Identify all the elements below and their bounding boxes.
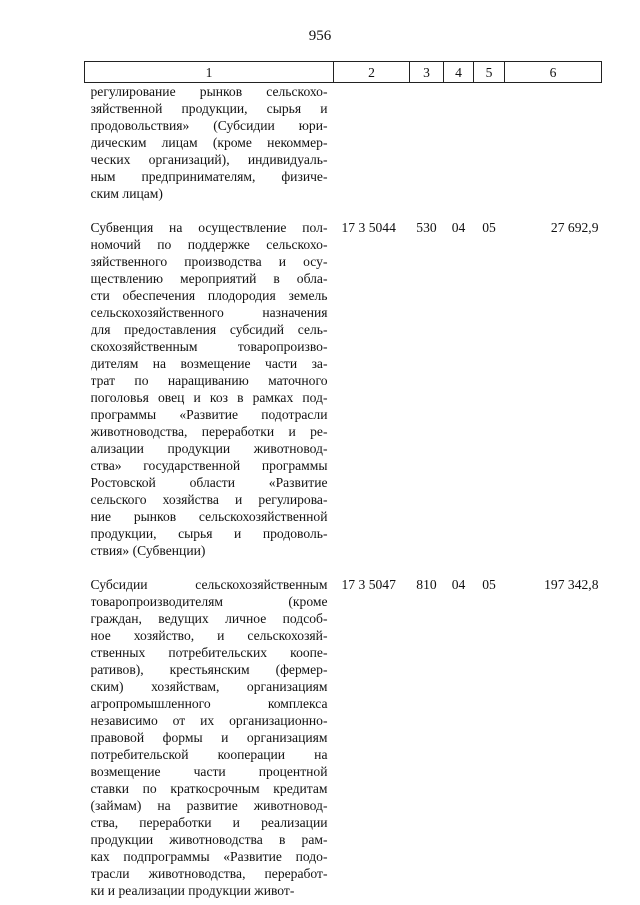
description-line: зяйственной продукции, сырья и xyxy=(90,101,328,116)
expense-type-cell: 810 xyxy=(416,577,437,592)
table-row xyxy=(85,83,602,203)
description-line: сти обеспечения плодородия земель xyxy=(90,288,328,303)
row-spacer xyxy=(85,202,602,219)
description-line: ставки по краткосрочным кредитам xyxy=(90,781,328,796)
description-line: ным предпринимателям, физиче- xyxy=(90,169,328,184)
column-header-4: 4 xyxy=(444,62,474,83)
description-cell xyxy=(85,219,334,559)
column-header-6: 6 xyxy=(505,62,602,83)
description-line: сельскохозяйственного назначения xyxy=(90,305,328,320)
description-line: (займам) на развитие животновод- xyxy=(90,798,328,813)
description-line: программы «Развитие подотрасли xyxy=(90,407,328,422)
column-header-2: 2 xyxy=(334,62,410,83)
target-code-cell xyxy=(334,83,410,203)
page-number: 956 xyxy=(308,28,332,44)
row-spacer-cell xyxy=(85,559,602,576)
description-line: ческих организаций), индивидуаль- xyxy=(90,152,328,167)
description-line: продукции животноводства в рам- xyxy=(90,832,328,847)
description-line: возмещение части процентной xyxy=(90,764,328,779)
target-code-cell: 17 3 5047 xyxy=(341,577,396,592)
description-line: правовой формы и организациям xyxy=(90,730,328,745)
description-line: продукции, сырья и продоволь- xyxy=(90,526,328,541)
description-line: ализации продукции животновод- xyxy=(90,441,328,456)
description-line: скохозяйственным товаропроизво- xyxy=(90,339,328,354)
description-cell xyxy=(85,83,334,203)
description-line: сельского хозяйства и регулирова- xyxy=(90,492,328,507)
description-line: ративов), крестьянским (фермер- xyxy=(90,662,328,677)
description-line: ках подпрограммы «Развитие подо- xyxy=(90,849,328,864)
description-line: ским лицам) xyxy=(90,186,163,201)
description-line: ное хозяйство, и сельскохозяй- xyxy=(90,628,328,643)
expense-type-cell xyxy=(410,83,444,203)
description-line: независимо от их организационно- xyxy=(90,713,328,728)
section-cell: 04 xyxy=(451,220,466,235)
description-line: потребительской кооперации на xyxy=(90,747,328,762)
table-row xyxy=(85,576,602,899)
description-line: зяйственного производства и осу- xyxy=(90,254,328,269)
table-body xyxy=(85,83,602,900)
description-line: трасли животноводства, переработ- xyxy=(90,866,328,881)
column-header-1: 1 xyxy=(85,62,334,83)
table-row xyxy=(85,219,602,559)
description-line: дителям на возмещение части за- xyxy=(90,356,328,371)
description-line: ществлению мероприятий в обла- xyxy=(90,271,328,286)
amount-cell: 197 342,8 xyxy=(544,577,599,592)
description-line: животноводства, переработки и ре- xyxy=(90,424,328,439)
section-cell xyxy=(444,83,474,203)
expense-type-cell: 530 xyxy=(416,220,437,235)
amount-cell xyxy=(505,83,602,203)
table-header-row xyxy=(85,62,602,83)
description-line: номочий по поддержке сельскохо- xyxy=(90,237,328,252)
description-line: граждан, ведущих личное подсоб- xyxy=(90,611,328,626)
description-line: ским) хозяйствам, организациям xyxy=(90,679,328,694)
description-line: ки и реализации продукции живот- xyxy=(90,883,295,898)
description-line: ства» государственной программы xyxy=(90,458,328,473)
description-line: Субвенция на осуществление пол- xyxy=(90,220,328,235)
description-line: дическим лицам (кроме некоммер- xyxy=(90,135,328,150)
row-spacer-cell xyxy=(85,202,602,219)
description-line: ства, переработки и реализации xyxy=(90,815,328,830)
description-cell xyxy=(85,576,334,899)
subsection-cell xyxy=(474,83,505,203)
description-line: товаропроизводителям (кроме xyxy=(90,594,328,609)
amount-cell: 27 692,9 xyxy=(550,220,599,235)
column-header-5: 5 xyxy=(474,62,505,83)
subsection-cell: 05 xyxy=(482,577,496,592)
description-line: поголовья овец и коз в рамках под- xyxy=(90,390,328,405)
section-cell: 04 xyxy=(451,577,466,592)
description-line: трат по наращиванию маточного xyxy=(90,373,328,388)
row-spacer xyxy=(85,559,602,576)
description-line: для предоставления субсидий сель- xyxy=(90,322,328,337)
description-line: ственных потребительских коопе- xyxy=(90,645,328,660)
subsection-cell: 05 xyxy=(482,220,496,235)
description-line: продовольствия» (Субсидии юри- xyxy=(90,118,328,133)
column-header-3: 3 xyxy=(410,62,444,83)
description-line: ние рынков сельскохозяйственной xyxy=(90,509,328,524)
description-line: ствия» (Субвенции) xyxy=(90,543,206,558)
budget-table xyxy=(84,61,602,899)
description-line: Субсидии сельскохозяйственным xyxy=(90,577,328,592)
description-line: регулирование рынков сельскохо- xyxy=(90,84,328,99)
description-line: агропромышленного комплекса xyxy=(90,696,328,711)
target-code-cell: 17 3 5044 xyxy=(341,220,396,235)
description-line: Ростовской области «Развитие xyxy=(90,475,328,490)
